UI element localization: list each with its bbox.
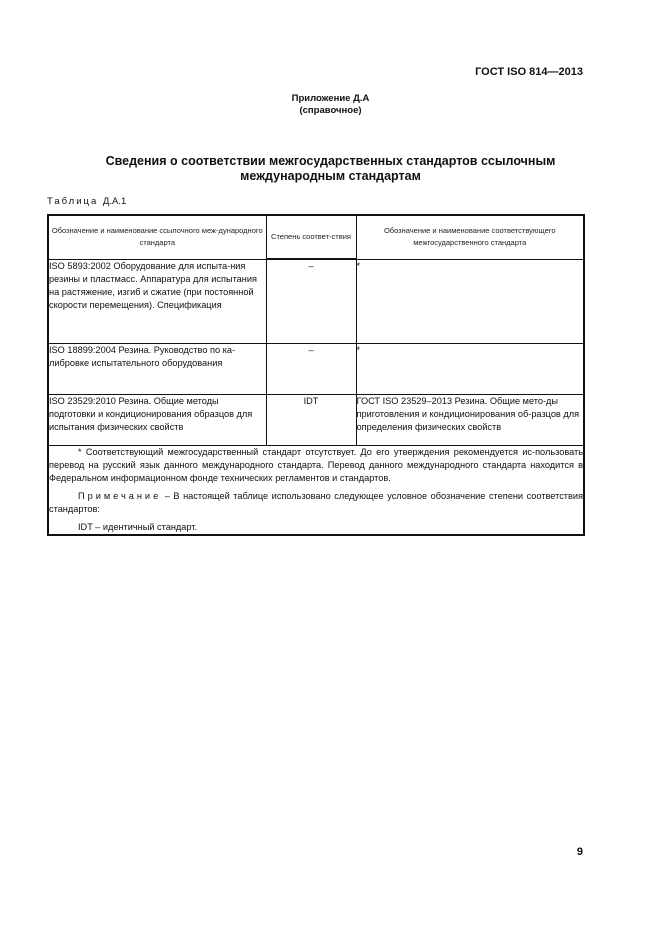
cell-international-standard: ISO 23529:2010 Резина. Общие методы подготовки и кондиционирования образцов для испытания физических свойств (48, 395, 266, 446)
note-text: – В настоящей таблице использовано следующее условное обозначение степени соответствия стандартов: (49, 491, 583, 514)
cell-degree: – (266, 259, 356, 344)
document-code: ГОСТ ISO 814—2013 (475, 66, 583, 78)
header-interstate-standard: Обозначение и наименование соответствующего межгосударственного стандарта (356, 215, 584, 259)
table-label (47, 196, 126, 207)
table-notes-row (48, 446, 584, 536)
note-label: Примечание (78, 491, 162, 501)
table-note (49, 490, 583, 516)
cell-interstate-standard: * (356, 259, 584, 344)
table-label-word: Таблица (47, 196, 99, 207)
correspondence-table (47, 214, 585, 536)
table-footnote: * Соответствующий межгосударственный стандарт отсутствует. До его утверждения рекомендуется ис-пользовать перевод на русский язык данного международного стандарта. Перевод данного международного стандарта находится в Федеральном информационном фонде технических регламентов и стандартов. (49, 447, 583, 483)
header-international-standard: Обозначение и наименование ссылочного меж-дународного стандарта (48, 215, 266, 259)
appendix-title: Приложение Д.А (291, 93, 370, 104)
table-label-number: Д.А.1 (102, 196, 127, 207)
cell-interstate-standard: ГОСТ ISO 23529–2013 Резина. Общие мето-ды приготовления и кондиционирования об-разцов для определения физических свойств (356, 395, 584, 446)
table-row (48, 259, 584, 344)
cell-degree: IDT (266, 395, 356, 446)
idt-definition: IDT – идентичный стандарт. (78, 522, 198, 532)
cell-interstate-standard: * (356, 344, 584, 395)
table-notes-cell (48, 446, 584, 536)
table-header-row (48, 215, 584, 259)
appendix-heading (0, 93, 661, 117)
table-row (48, 395, 584, 446)
section-title (40, 154, 621, 184)
cell-international-standard: ISO 18899:2004 Резина. Руководство по ка-либровке испытательного оборудования (48, 344, 266, 395)
cell-international-standard: ISO 5893:2002 Оборудование для испыта-ния резины и пластмасс. Аппаратура для испытания на растяжение, изгиб и сжатие (при постоянной скорости перемещения). Спецификация (48, 259, 266, 344)
header-degree-of-correspondence: Степень соответ-ствия (266, 215, 356, 259)
cell-degree: – (266, 344, 356, 395)
table-row (48, 344, 584, 395)
appendix-subtitle: (справочное) (299, 105, 362, 116)
section-title-line-2: международным стандартам (240, 169, 421, 183)
section-title-line-1: Сведения о соответствии межгосударственных стандартов ссылочным (105, 154, 556, 168)
page-number: 9 (576, 846, 583, 858)
